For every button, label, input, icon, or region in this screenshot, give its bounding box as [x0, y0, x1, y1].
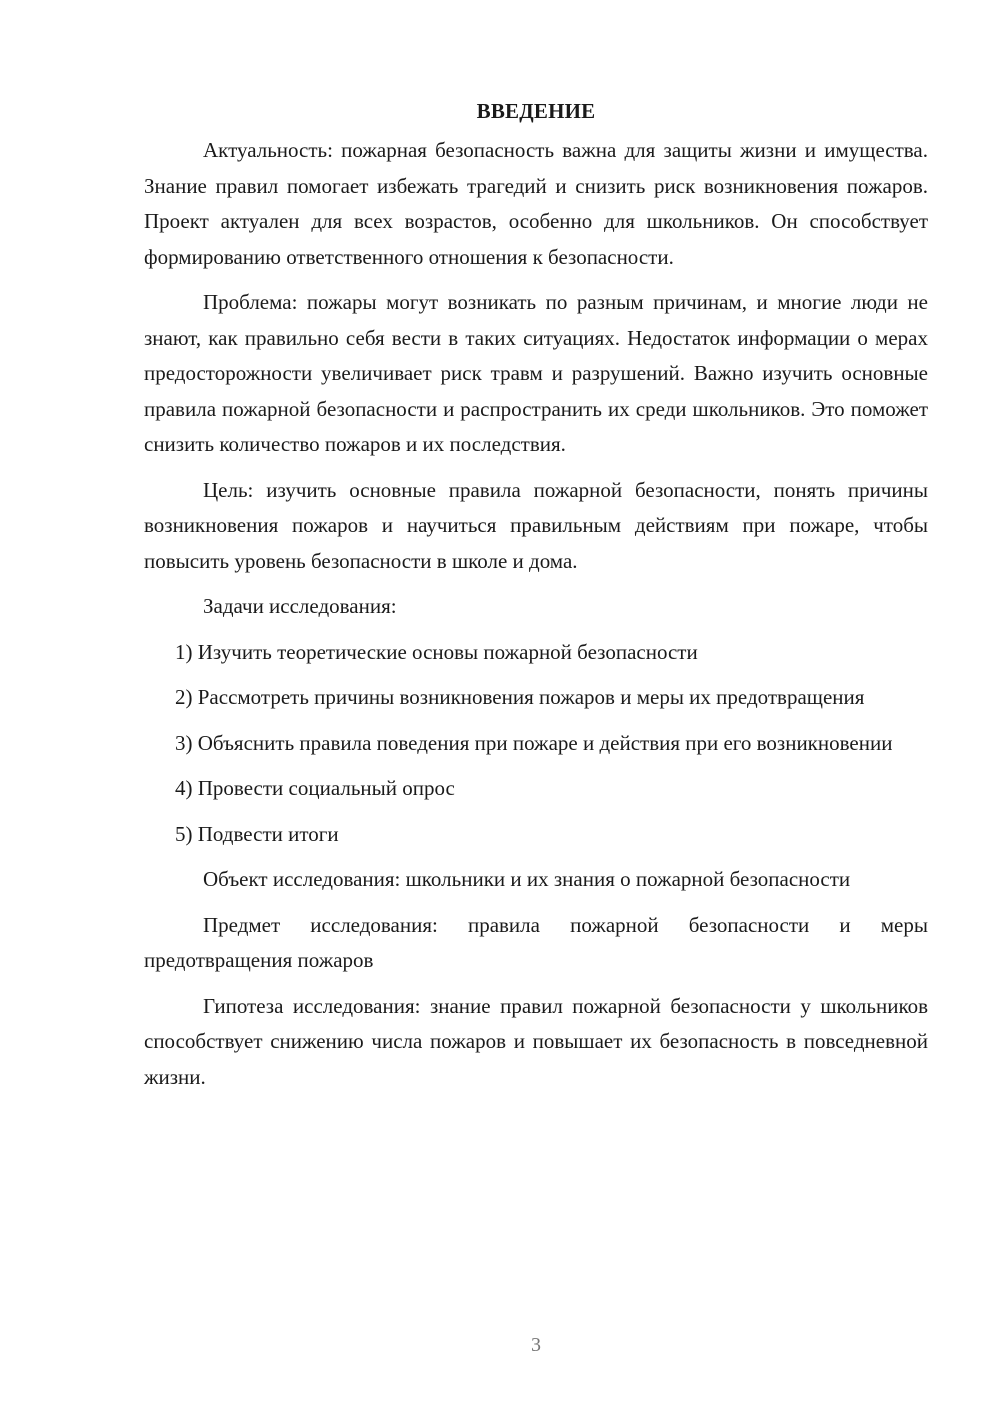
paragraph-subject: Предмет исследования: правила пожарной безопасности и меры предотвращения пожаров [144, 912, 928, 972]
list-item: 2) Рассмотреть причины возникновения пожаров и меры их предотвращения [175, 685, 865, 709]
paragraph-hypothesis: Гипотеза исследования: знание правил пожарной безопасности у школьников способствует снижению числа пожаров и повышает их безопасность в повседневной жизни. [144, 993, 928, 1089]
paragraph-relevance: Актуальность: пожарная безопасность важна для защиты жизни и имущества. Знание правил помогает избежать трагедий и снизить риск возникновения пожаров. Проект актуален для всех возрастов, особенно для школьников. Он способствует формированию ответственного отношения к безопасности. [144, 138, 928, 269]
list-item: 4) Провести социальный опрос [175, 776, 455, 800]
paragraph-tasks-heading: Задачи исследования: [203, 594, 397, 618]
paragraph-goal: Цель: изучить основные правила пожарной безопасности, понять причины возникновения пожаров и научиться правильным действиям при пожаре, чтобы повысить уровень безопасности в школе и дома. [144, 477, 928, 573]
page-number: 3 [531, 1334, 541, 1356]
task-list [144, 635, 928, 853]
paragraph-object: Объект исследования: школьники и их знания о пожарной безопасности [203, 867, 851, 891]
list-item: 3) Объяснить правила поведения при пожаре и действия при его возникновении [175, 730, 893, 755]
section-title: ВВЕДЕНИЕ [476, 99, 596, 123]
page-content [144, 95, 928, 1105]
paragraph-problem: Проблема: пожары могут возникать по разным причинам, и многие люди не знают, как правильно себя вести в таких ситуациях. Недостаток информации о мерах предосторожности увеличивает риск травм и разрушений. Важно изучить основные правила пожарной безопасности и распространить их среди школьников. Это поможет снизить количество пожаров и их последствия. [144, 290, 928, 456]
list-item: 1) Изучить теоретические основы пожарной безопасности [175, 639, 698, 664]
list-item: 5) Подвести итоги [175, 821, 339, 846]
